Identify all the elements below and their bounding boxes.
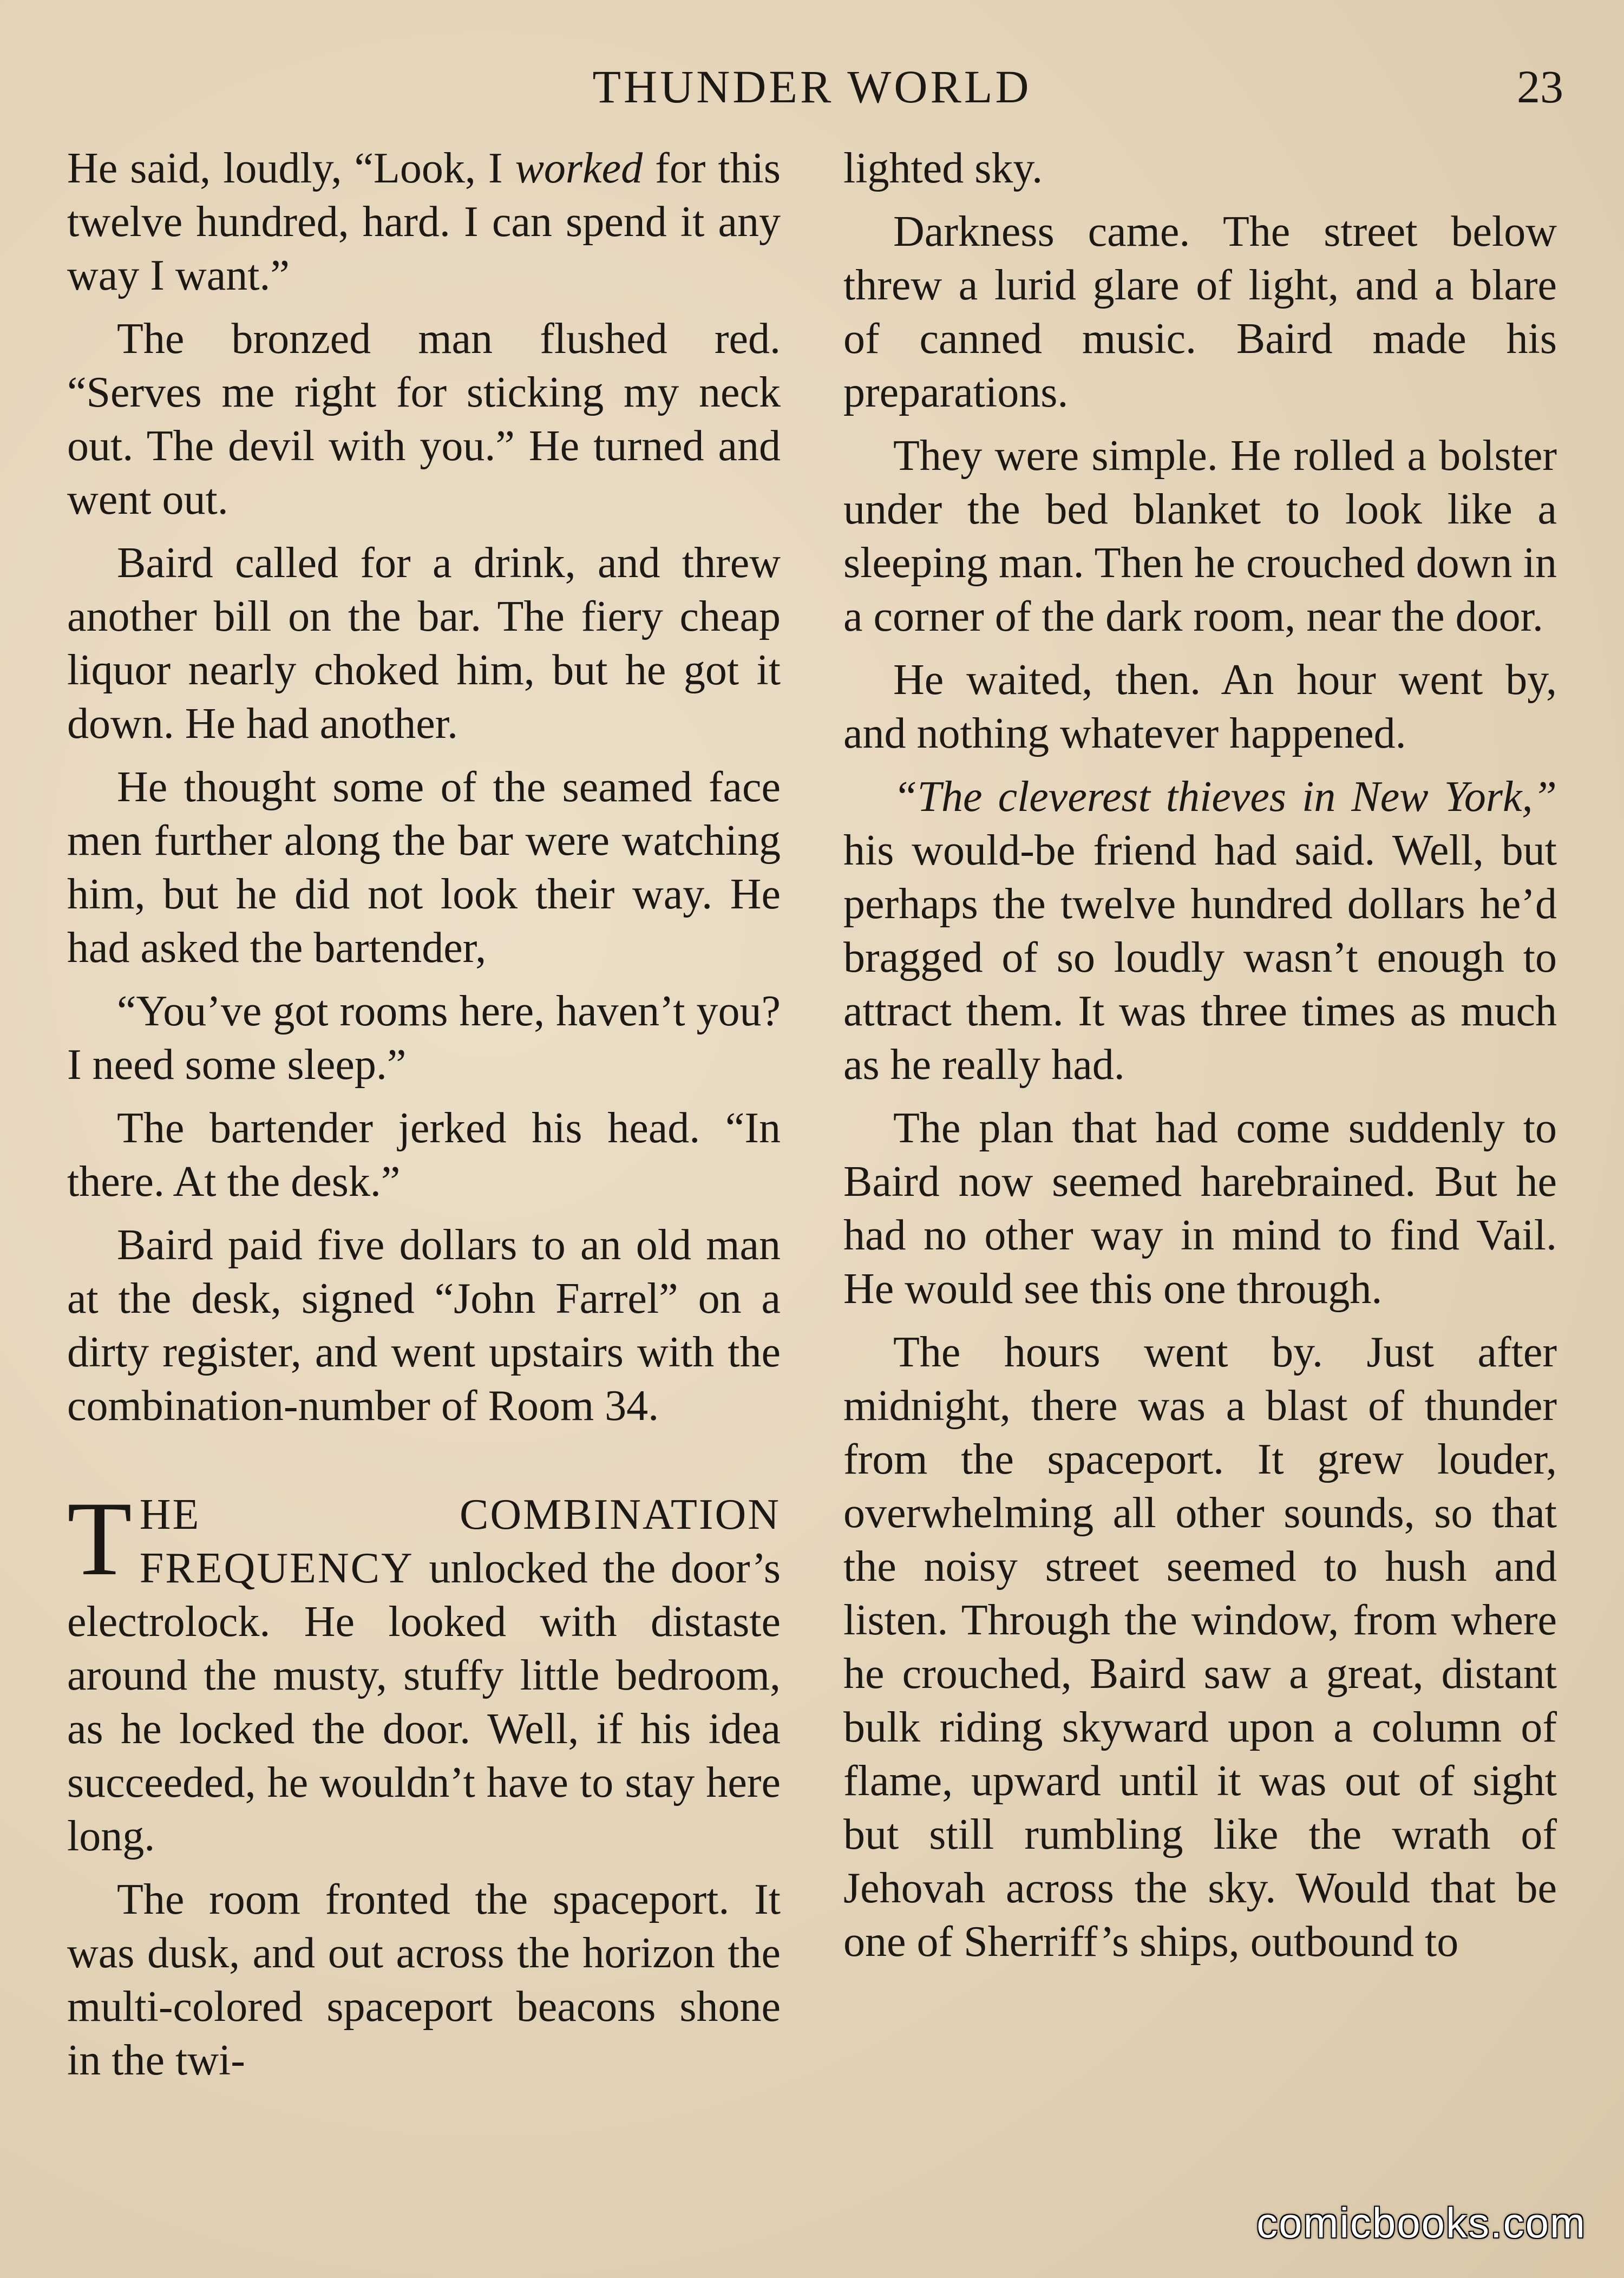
paragraph: He said, loudly, “Look, I worked for this twelve hundred, hard. I can spend it any way I want.”: [67, 145, 781, 299]
paragraph: The plan that had come suddenly to Baird now seemed harebrained. But he had no other way in mind to find Vail. He would see this one through.: [843, 1104, 1557, 1313]
paragraph: Darkness came. The street below threw a lurid glare of light, and a blare of canned music. Baird made his preparations.: [843, 208, 1557, 416]
paragraph: The bartender jerked his head. “In there. At the desk.”: [67, 1104, 781, 1206]
paragraph: The room fronted the spaceport. It was dusk, and out across the horizon the multi-colored spaceport beacons shone in the twi-: [67, 1876, 781, 2084]
paragraph: The bronzed man flushed red. “Serves me right for sticking my neck out. The devil with you.” He turned and went out.: [67, 315, 781, 523]
paragraph: He thought some of the seamed face men further along the bar were watching him, but he did not look their way. He had asked the bartender,: [67, 763, 781, 972]
paragraph: “You’ve got rooms here, haven’t you? I need some sleep.”: [67, 987, 781, 1089]
paragraph: He waited, then. An hour went by, and nothing whatever happened.: [843, 656, 1557, 757]
watermark: comicbooks.com: [1256, 2199, 1586, 2247]
paragraph: “The cleverest thieves in New York,” his would-be friend had said. Well, but perhaps the twelve hundred dollars he’d bragged of so loudly wasn’t enough to attract them. It was three times as much as he really had.: [843, 773, 1557, 1089]
paragraph: lighted sky.: [843, 145, 1043, 192]
paragraph: Baird called for a drink, and threw another bill on the bar. The fiery cheap liquor nearly choked him, but he got it down. He had another.: [67, 539, 781, 748]
right-column: [843, 142, 1557, 1979]
paragraph: They were simple. He rolled a bolster under the bed blanket to look like a sleeping man. Then he crouched down in a corner of the dark room, near the door.: [843, 432, 1557, 640]
drop-cap: T: [67, 1480, 132, 1598]
running-title: THUNDER WORLD: [592, 61, 1032, 113]
left-column: [67, 142, 781, 2097]
page-number: 23: [1517, 61, 1563, 113]
emphasis: “The cleverest thieves in New York,”: [893, 773, 1557, 821]
page-header: [0, 54, 1624, 119]
small-caps-lead: HE COMBINATION FREQUENCY: [139, 1491, 781, 1592]
paragraph: Baird paid five dollars to an old man at the desk, signed “John Farrel” on a dirty register, and went upstairs with the combination-number of Room 34.: [67, 1221, 781, 1430]
section-opening-paragraph: THE COMBINATION FREQUENCY unlocked the door’s electrolock. He looked with distaste around the musty, stuffy little bedroom, as he locked the door. Well, if his idea succeeded, he wouldn’t have to stay here long.: [67, 1480, 781, 1860]
paragraph: The hours went by. Just after midnight, there was a blast of thunder from the spaceport. It grew louder, overwhelming all other sounds, so that the noisy street seemed to hush and listen. Through the window, from where he crouched, Baird saw a great, distant bulk riding skyward upon a column of flame, upward until it was out of sight but still rumbling like the wrath of Jehovah across the sky. Would that be one of Sherriff’s ships, outbound to: [843, 1328, 1557, 1966]
emphasis: worked: [515, 145, 643, 192]
